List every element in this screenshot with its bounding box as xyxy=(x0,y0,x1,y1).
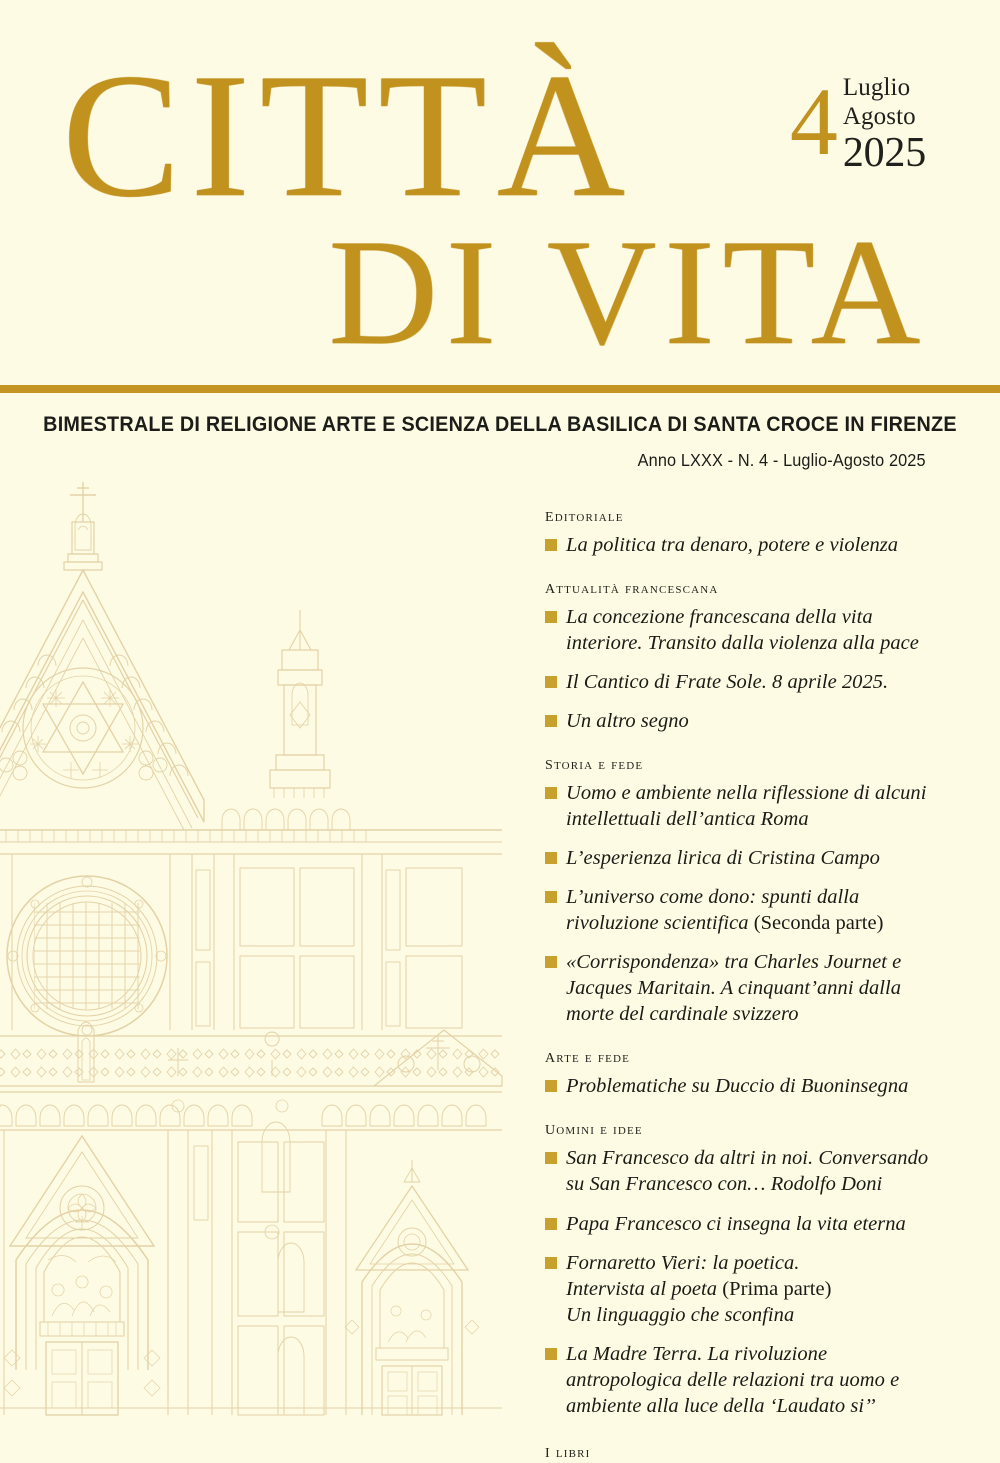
toc-section-heading: arte e fede xyxy=(545,1046,630,1068)
toc-item[interactable] xyxy=(545,708,945,734)
toc-item-title xyxy=(566,669,888,695)
masthead-divider-rule xyxy=(0,385,1000,393)
toc-item-title-part: San Francesco da altri in noi. Conversando su San Francesco con… Rodolfo Doni xyxy=(566,1147,929,1196)
square-bullet-icon xyxy=(545,676,557,688)
issue-dates xyxy=(843,74,926,176)
toc-item[interactable] xyxy=(545,845,945,871)
toc-item-title-part: La Madre Terra. La rivoluzione antropologica delle relazioni tra uomo e ambiente alla luce della ‘Laudato si’’ xyxy=(566,1342,900,1417)
toc-section-heading: uomini e idee xyxy=(545,1118,643,1140)
square-bullet-icon xyxy=(545,715,557,727)
toc-item-title-part: Fornaretto Vieri: la poetica. Intervista al poeta xyxy=(566,1251,800,1300)
toc-item-title-part: «Corrispondenza» tra Charles Journet e Jacques Maritain. A cinquant’anni dalla morte del cardinale svizzero xyxy=(566,951,902,1026)
square-bullet-icon xyxy=(545,1348,557,1360)
toc-item-title xyxy=(566,1211,906,1237)
toc-item-title xyxy=(566,1145,945,1197)
toc-item-title-part: Uomo e ambiente nella riflessione di alcuni intellettuali dell’antica Roma xyxy=(566,782,927,831)
toc-item-title-part: Un altro segno xyxy=(566,710,689,733)
issue-month-primary: Luglio xyxy=(842,74,911,101)
toc-item-title-part: Problematiche su Duccio di Buoninsegna xyxy=(566,1075,909,1098)
toc-item-title-part: (Seconda parte) xyxy=(753,912,884,935)
square-bullet-icon xyxy=(545,539,557,551)
toc-item-title-part: (Prima parte) xyxy=(722,1277,832,1300)
strapline: BIMESTRALE DI RELIGIONE ARTE E SCIENZA DELLA BASILICA DI SANTA CROCE IN FIRENZE xyxy=(43,412,957,436)
toc-item[interactable] xyxy=(545,604,945,656)
toc-item[interactable] xyxy=(545,669,945,695)
issue-reference-line: Anno LXXX - N. 4 - Luglio-Agosto 2025 xyxy=(638,450,926,470)
toc-item-title xyxy=(566,1073,908,1099)
toc-item-title-part: La concezione francescana della vita interiore. Transito dalla violenza alla pace xyxy=(566,606,919,655)
toc-item-title xyxy=(566,1341,945,1419)
square-bullet-icon xyxy=(545,611,557,623)
toc-item[interactable] xyxy=(545,1250,945,1328)
square-bullet-icon xyxy=(545,852,557,864)
masthead xyxy=(0,0,1000,386)
toc-section-heading: storia e fede xyxy=(545,753,644,775)
toc-item[interactable] xyxy=(545,1211,945,1237)
square-bullet-icon xyxy=(545,1152,557,1164)
magazine-title-line-2: DI VITA xyxy=(328,208,928,376)
basilica-illustration xyxy=(0,470,502,1415)
toc-section-heading: attualità francescana xyxy=(545,577,719,599)
toc-item-title-part: Papa Francesco ci insegna la vita eterna xyxy=(566,1212,906,1235)
square-bullet-icon xyxy=(545,956,557,968)
toc-item[interactable] xyxy=(545,1341,945,1419)
toc-item-title-part: Il Cantico di Frate Sole. 8 aprile 2025. xyxy=(566,671,889,694)
square-bullet-icon xyxy=(545,1080,557,1092)
issue-number: 4 xyxy=(789,68,838,175)
toc-item-title-part: L’esperienza lirica di Cristina Campo xyxy=(566,847,880,870)
toc-item-title xyxy=(566,1250,832,1328)
toc-item-title xyxy=(566,845,880,871)
toc-item[interactable] xyxy=(545,532,945,558)
toc-item-title-part: La politica tra denaro, potere e violenza xyxy=(566,534,899,556)
toc-item[interactable] xyxy=(545,1145,945,1197)
toc-item[interactable] xyxy=(545,884,945,936)
issue-year: 2025 xyxy=(842,130,926,176)
toc-item-title xyxy=(566,532,898,558)
toc-item-title-part: Un linguaggio che sconfina xyxy=(566,1303,795,1326)
magazine-title-line-1: CITTÀ xyxy=(62,36,635,234)
toc-item[interactable] xyxy=(545,780,945,832)
toc-item-title xyxy=(566,604,945,656)
toc-item-title-part: L’universo come dono: spunti dalla rivoluzione scientifica xyxy=(566,886,860,935)
toc-item[interactable] xyxy=(545,1073,945,1099)
square-bullet-icon xyxy=(545,1257,557,1269)
toc-item-title xyxy=(566,708,689,734)
toc-item-title xyxy=(566,780,945,832)
toc-item[interactable] xyxy=(545,949,945,1027)
toc-item-title xyxy=(566,949,945,1027)
toc-footer-section: i libri xyxy=(545,1440,591,1462)
issue-month-secondary: Agosto xyxy=(842,102,916,130)
square-bullet-icon xyxy=(545,891,557,903)
toc-section-heading: editoriale xyxy=(545,505,624,526)
square-bullet-icon xyxy=(545,787,557,799)
toc-item-title xyxy=(566,884,945,936)
table-of-contents xyxy=(545,505,945,1463)
square-bullet-icon xyxy=(545,1218,557,1230)
issue-block xyxy=(789,68,926,176)
